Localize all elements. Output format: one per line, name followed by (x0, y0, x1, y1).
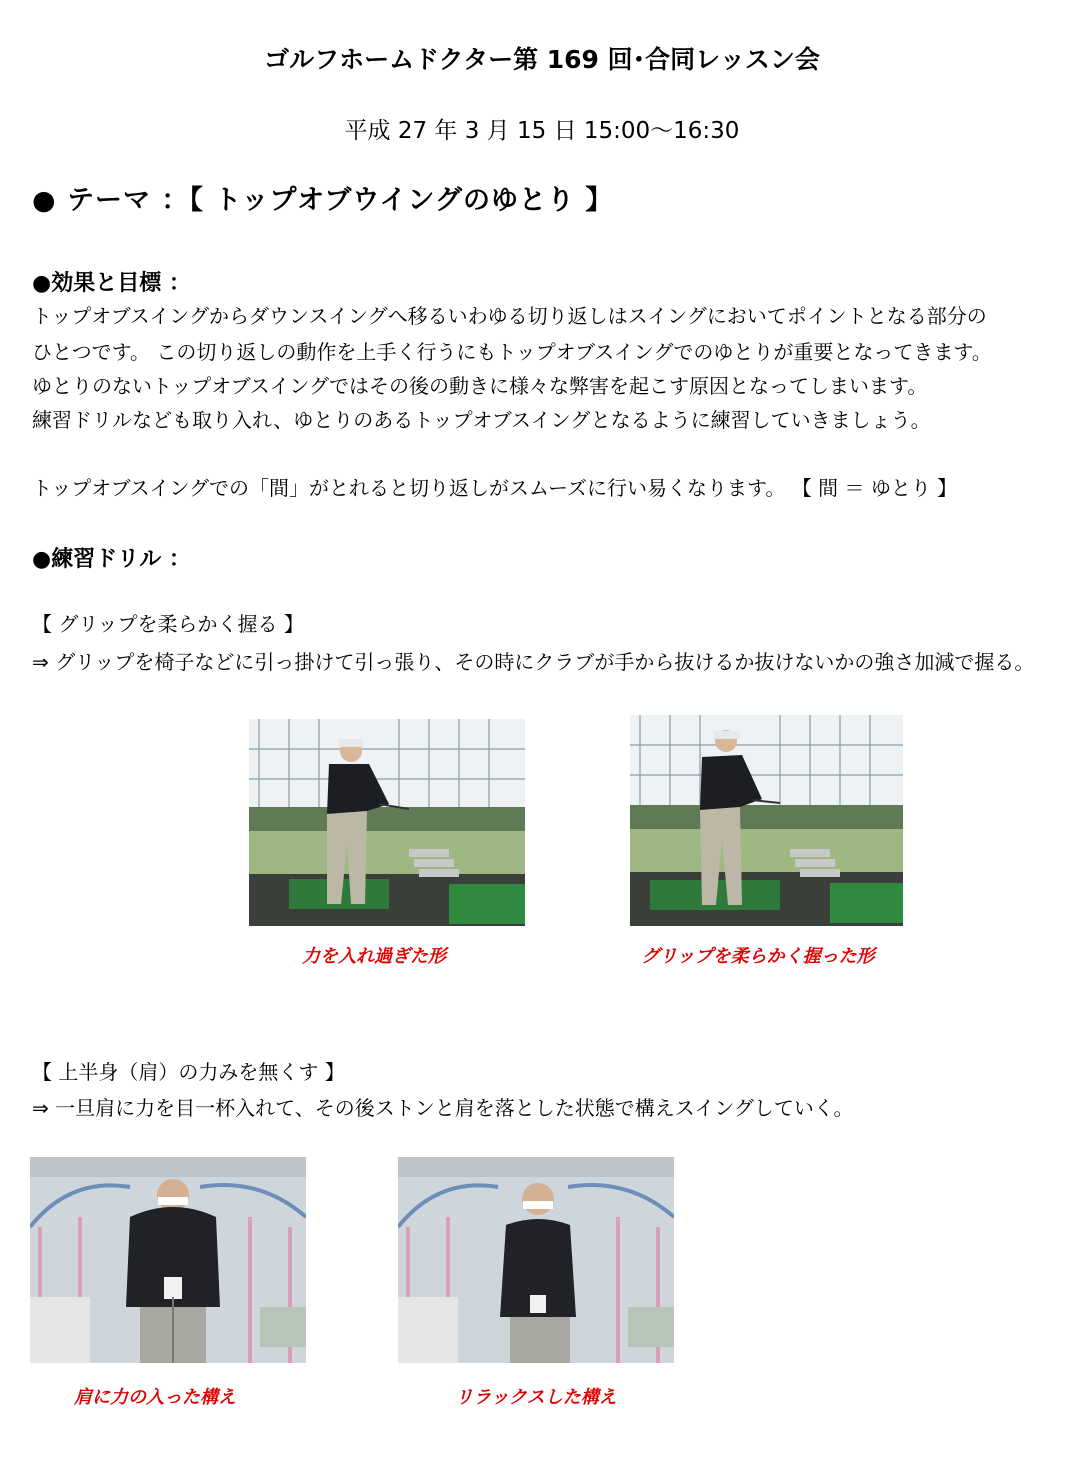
drill2-caption-left: 肩に力の入った構え (74, 1387, 236, 1408)
drill1-caption-right: グリップを柔らかく握った形 (641, 946, 875, 967)
drill1-photo-tense (249, 719, 525, 926)
drill1-caption-left: 力を入れ過ぎた形 (302, 946, 446, 967)
drill2-photo-tense (30, 1157, 306, 1363)
drill2-description: ⇒ 一旦肩に力を目一杯入れて、その後ストンと肩を落とした状態で構えスイングしていく。 (32, 1096, 854, 1120)
goals-note: トップオブスイングでの「間」がとれると切り返しがスムーズに行い易くなります。 【 間 ＝ ゆとり 】 (32, 476, 958, 500)
event-date: 平成 27 年 3 月 15 日 15:00～16:30 (344, 118, 740, 144)
drill1-photo-relaxed (630, 715, 903, 926)
goals-line-2: ひとつです。 この切り返しの動作を上手く行うにもトップオブスイングでのゆとりが重要となってきます。 (32, 340, 992, 364)
page-title: ゴルフホームドクター第 169 回･合同レッスン会 (264, 45, 820, 74)
drill1-description: ⇒ グリップを椅子などに引っ掛けて引っ張り、その時にクラブが手から抜けるか抜けないかの強さ加減で握る。 (32, 650, 1035, 674)
drill1-title: 【 グリップを柔らかく握る 】 (32, 612, 304, 636)
goals-line-4: 練習ドリルなども取り入れ、ゆとりのあるトップオブスイングとなるように練習していきましょう。 (32, 408, 931, 432)
drill2-title: 【 上半身（肩）の力みを無くす 】 (32, 1060, 345, 1084)
goals-heading: ●効果と目標 ： (32, 271, 191, 296)
drill2-photo-relaxed (398, 1157, 674, 1363)
drills-heading: ●練習ドリル ： (32, 547, 191, 572)
goals-line-1: トップオブスイングからダウンスイングへ移るいわゆる切り返しはスイングにおいてポイントとなる部分の (32, 304, 987, 328)
drill2-caption-right: リラックスした構え (455, 1387, 617, 1408)
theme-heading: ● テーマ ：【 トップオブウイングのゆとり 】 (32, 185, 614, 216)
goals-line-3: ゆとりのないトップオブスイングではその後の動きに様々な弊害を起こす原因となってしまいます。 (32, 374, 928, 398)
